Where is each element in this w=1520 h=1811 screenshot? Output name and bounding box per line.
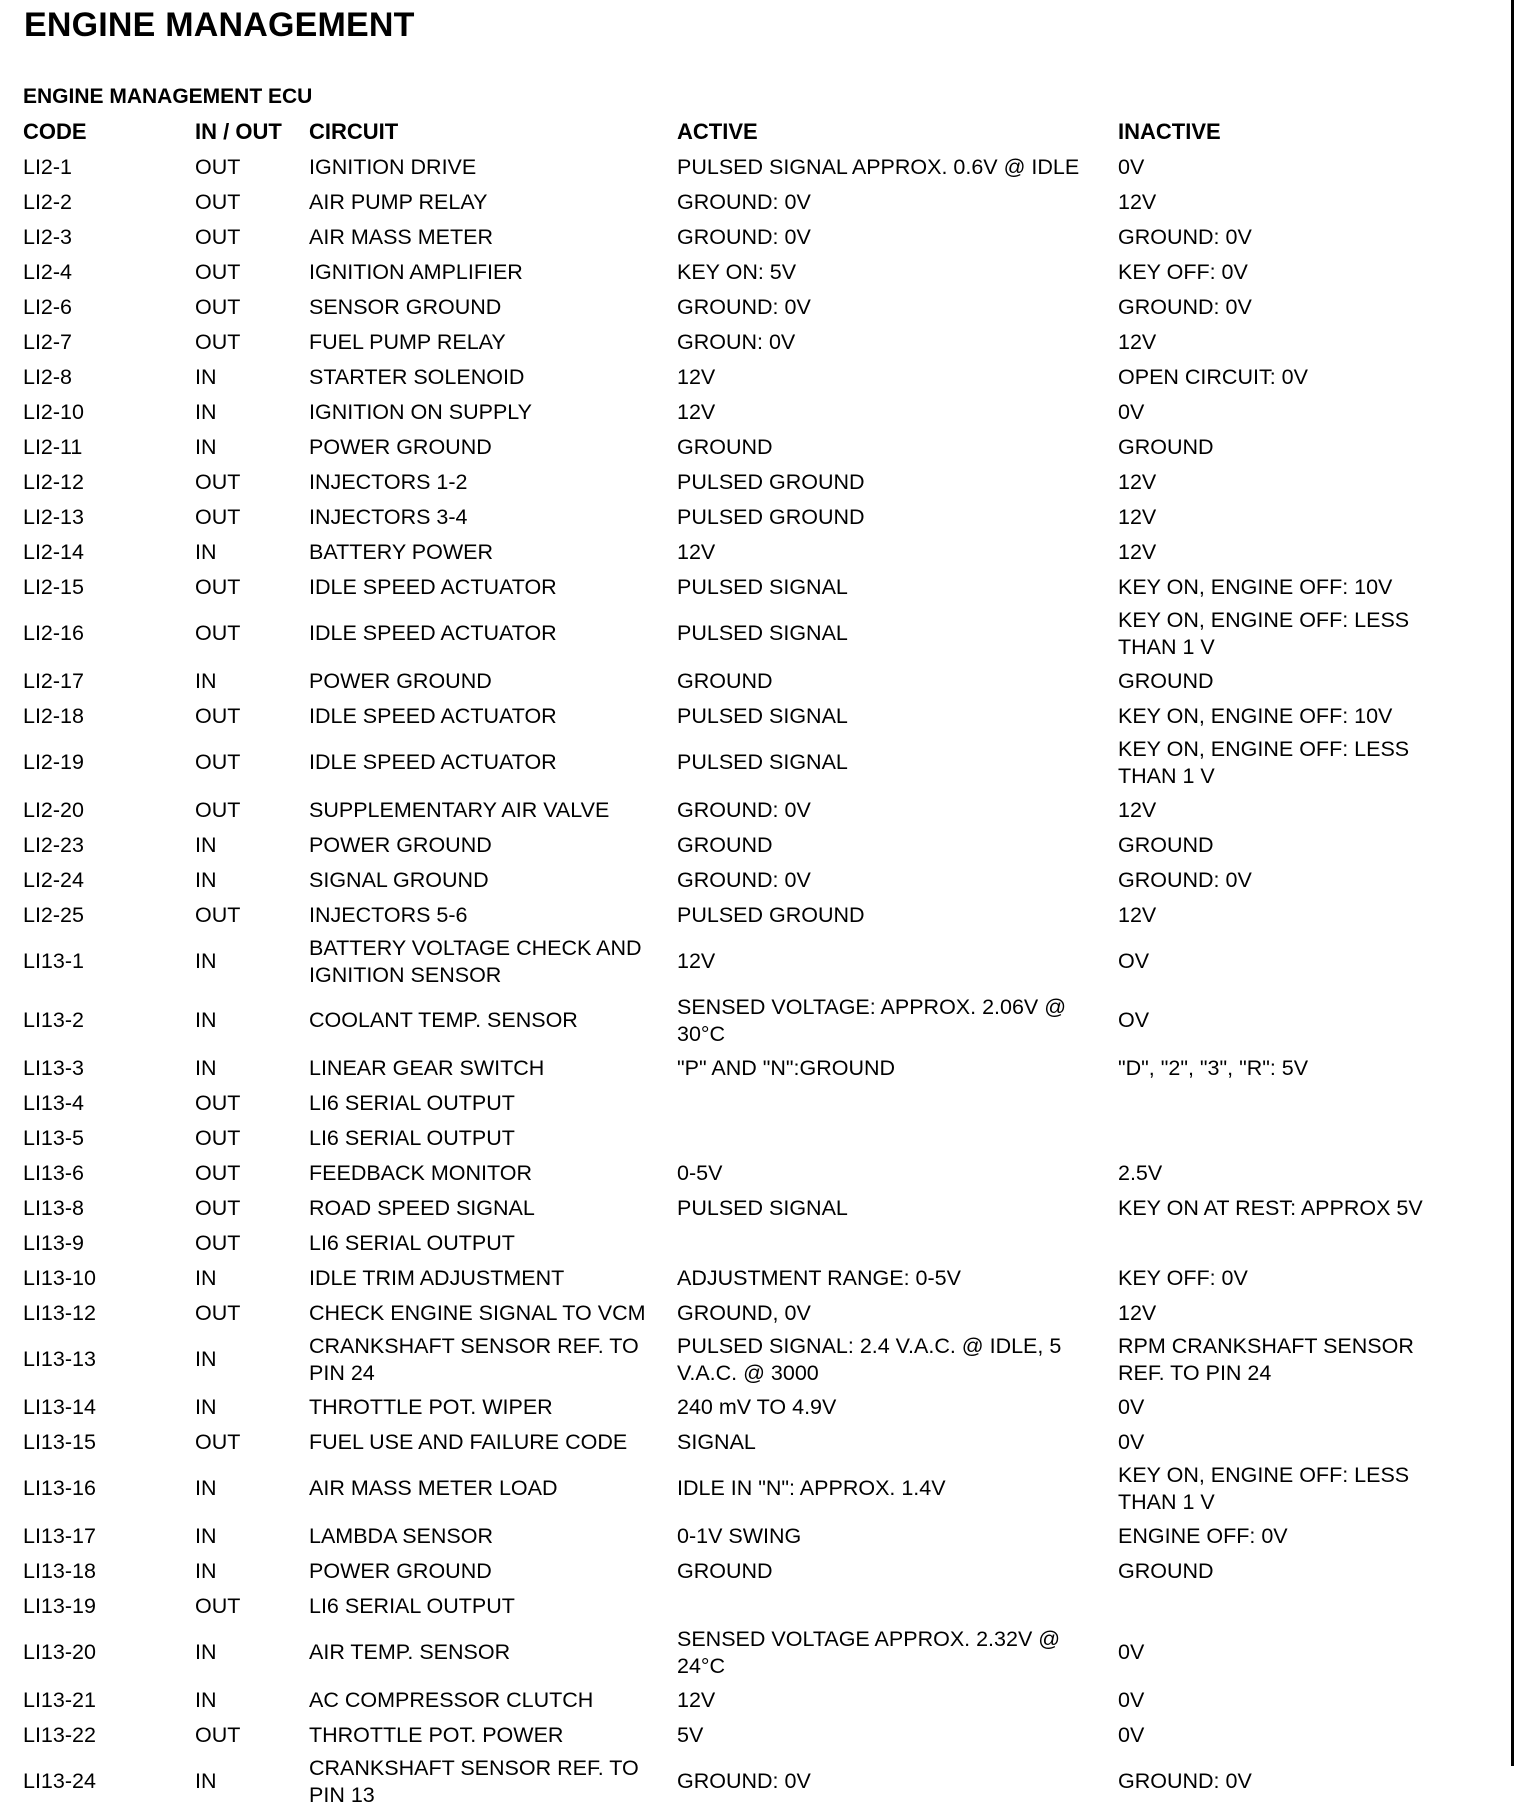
cell-code: LI2-20	[23, 797, 84, 822]
cell-code: LI13-5	[23, 1125, 84, 1150]
cell-active: 12V	[677, 364, 716, 389]
cell-active: SENSED VOLTAGE APPROX. 2.32V @ 24°C	[677, 1626, 1061, 1678]
table-row	[20, 1682, 1460, 1717]
cell-code: LI2-2	[23, 189, 73, 214]
cell-active: PULSED SIGNAL: 2.4 V.A.C. @ IDLE, 5 V.A.C. @ 3000	[677, 1333, 1062, 1385]
cell-io: IN	[195, 1476, 217, 1500]
cell-code: LI13-4	[23, 1090, 84, 1115]
cell-inactive: 12V	[1118, 902, 1157, 927]
cell-active: "P" AND "N":GROUND	[677, 1055, 896, 1080]
cell-inactive: KEY ON AT REST: APPROX 5V	[1118, 1195, 1423, 1220]
cell-circuit: LI6 SERIAL OUTPUT	[309, 1230, 515, 1255]
table-row	[20, 149, 1460, 184]
cell-inactive: "D", "2", "3", "R": 5V	[1118, 1055, 1309, 1080]
table-row	[20, 1260, 1460, 1295]
table-row	[20, 1330, 1460, 1389]
cell-active: SIGNAL	[677, 1429, 756, 1454]
cell-io: OUT	[195, 189, 241, 214]
cell-io: IN	[195, 1055, 217, 1080]
cell-circuit: POWER GROUND	[309, 668, 492, 693]
cell-code: LI2-6	[23, 294, 73, 319]
cell-active: GROUND: 0V	[677, 1769, 811, 1793]
cell-code: LI2-3	[23, 224, 73, 249]
cell-io: OUT	[195, 294, 241, 319]
cell-inactive: 12V	[1118, 189, 1157, 214]
cell-code: LI13-22	[23, 1722, 96, 1747]
cell-circuit: COOLANT TEMP. SENSOR	[309, 1008, 578, 1032]
cell-circuit: THROTTLE POT. POWER	[309, 1722, 564, 1747]
table-row	[20, 1518, 1460, 1553]
cell-inactive: 0V	[1118, 1429, 1145, 1454]
cell-active: PULSED SIGNAL	[677, 1195, 848, 1220]
cell-circuit: IGNITION DRIVE	[309, 154, 477, 179]
page-title: ENGINE MANAGEMENT	[24, 6, 415, 44]
cell-circuit: BATTERY VOLTAGE CHECK AND IGNITION SENSOR	[309, 935, 642, 987]
cell-active	[674, 1085, 1115, 1120]
cell-circuit: LI6 SERIAL OUTPUT	[309, 1090, 515, 1115]
cell-active: GROUND: 0V	[677, 867, 811, 892]
cell-active	[674, 1225, 1115, 1260]
cell-code: LI2-10	[23, 399, 84, 424]
cell-code: LI13-14	[23, 1394, 96, 1419]
cell-inactive: 0V	[1118, 1687, 1145, 1712]
cell-io: OUT	[195, 1195, 241, 1220]
cell-active: KEY ON: 5V	[677, 259, 797, 284]
cell-code: LI13-10	[23, 1265, 96, 1290]
cell-circuit: SIGNAL GROUND	[309, 867, 489, 892]
cell-io: OUT	[195, 1160, 241, 1185]
cell-circuit: SENSOR GROUND	[309, 294, 502, 319]
table-row	[20, 1553, 1460, 1588]
cell-inactive: 0V	[1118, 1640, 1145, 1664]
table-row	[20, 862, 1460, 897]
table-row	[20, 1588, 1460, 1623]
cell-inactive: KEY OFF: 0V	[1118, 259, 1248, 284]
cell-inactive: 0V	[1118, 399, 1145, 424]
table-row	[20, 1752, 1460, 1811]
cell-code: LI2-14	[23, 539, 84, 564]
cell-circuit: LAMBDA SENSOR	[309, 1523, 493, 1548]
cell-active: PULSED SIGNAL APPROX. 0.6V @ IDLE	[677, 154, 1080, 179]
cell-code: LI13-3	[23, 1055, 84, 1080]
cell-io: IN	[195, 434, 217, 459]
table-row	[20, 1717, 1460, 1752]
cell-active: 240 mV TO 4.9V	[677, 1394, 837, 1419]
cell-io: IN	[195, 668, 217, 693]
cell-code: LI13-13	[23, 1347, 96, 1371]
ecu-pin-table	[20, 114, 1460, 1811]
right-border-rule	[1511, 0, 1514, 1766]
table-row	[20, 569, 1460, 604]
cell-io: OUT	[195, 902, 241, 927]
cell-io: IN	[195, 1394, 217, 1419]
cell-inactive: 2.5V	[1118, 1160, 1163, 1185]
cell-code: LI2-13	[23, 504, 84, 529]
cell-inactive: KEY ON, ENGINE OFF: LESS THAN 1 V	[1118, 607, 1410, 659]
table-row	[20, 429, 1460, 464]
cell-circuit: IGNITION AMPLIFIER	[309, 259, 523, 284]
cell-io: OUT	[195, 469, 241, 494]
cell-code: LI2-25	[23, 902, 84, 927]
cell-inactive	[1115, 1225, 1460, 1260]
table-header-row	[20, 114, 1460, 149]
cell-io: OUT	[195, 1429, 241, 1454]
cell-inactive: KEY OFF: 0V	[1118, 1265, 1248, 1290]
table-row	[20, 792, 1460, 827]
cell-code: LI13-6	[23, 1160, 84, 1185]
cell-circuit: INJECTORS 3-4	[309, 504, 468, 529]
cell-inactive	[1115, 1120, 1460, 1155]
cell-code: LI2-7	[23, 329, 73, 354]
cell-circuit: IDLE SPEED ACTUATOR	[309, 750, 557, 774]
cell-io: IN	[195, 1769, 217, 1793]
cell-circuit: IGNITION ON SUPPLY	[309, 399, 532, 424]
header-in-out: IN / OUT	[195, 118, 282, 144]
cell-inactive: 0V	[1118, 154, 1145, 179]
cell-inactive	[1115, 1085, 1460, 1120]
cell-inactive: GROUND	[1118, 832, 1214, 857]
cell-inactive: 12V	[1118, 504, 1157, 529]
cell-circuit: POWER GROUND	[309, 434, 492, 459]
cell-circuit: CHECK ENGINE SIGNAL TO VCM	[309, 1300, 646, 1325]
cell-circuit: IDLE SPEED ACTUATOR	[309, 574, 557, 599]
cell-code: LI13-21	[23, 1687, 96, 1712]
cell-active	[674, 1120, 1115, 1155]
cell-inactive: OPEN CIRCUIT: 0V	[1118, 364, 1308, 389]
cell-io: IN	[195, 867, 217, 892]
cell-active: 12V	[677, 399, 716, 424]
cell-io: IN	[195, 1687, 217, 1712]
cell-circuit: IDLE SPEED ACTUATOR	[309, 621, 557, 645]
cell-inactive: 12V	[1118, 797, 1157, 822]
cell-code: LI13-17	[23, 1523, 96, 1548]
table-row	[20, 219, 1460, 254]
table-row	[20, 698, 1460, 733]
cell-active: 12V	[677, 1687, 716, 1712]
table-row	[20, 324, 1460, 359]
table-row	[20, 827, 1460, 862]
cell-circuit: AIR PUMP RELAY	[309, 189, 488, 214]
cell-io: OUT	[195, 154, 241, 179]
cell-io: OUT	[195, 1722, 241, 1747]
table-row	[20, 254, 1460, 289]
cell-inactive: 12V	[1118, 329, 1157, 354]
cell-circuit: FUEL PUMP RELAY	[309, 329, 506, 354]
cell-code: LI13-16	[23, 1476, 96, 1500]
cell-circuit: FEEDBACK MONITOR	[309, 1160, 532, 1185]
cell-io: IN	[195, 949, 217, 973]
cell-code: LI2-15	[23, 574, 84, 599]
table-row	[20, 1424, 1460, 1459]
cell-inactive: 0V	[1118, 1394, 1145, 1419]
cell-code: LI2-19	[23, 750, 84, 774]
cell-code: LI2-24	[23, 867, 84, 892]
cell-io: OUT	[195, 750, 241, 774]
cell-code: LI2-1	[23, 154, 73, 179]
cell-inactive: KEY ON, ENGINE OFF: LESS THAN 1 V	[1118, 736, 1410, 788]
cell-active: 0-5V	[677, 1160, 723, 1185]
cell-active: 12V	[677, 949, 716, 973]
cell-circuit: AIR MASS METER LOAD	[309, 1476, 558, 1500]
cell-io: IN	[195, 399, 217, 424]
cell-inactive: RPM CRANKSHAFT SENSOR REF. TO PIN 24	[1118, 1333, 1414, 1385]
cell-inactive: GROUND	[1118, 668, 1214, 693]
cell-code: LI2-4	[23, 259, 73, 284]
cell-code: LI2-8	[23, 364, 73, 389]
cell-inactive: ENGINE OFF: 0V	[1118, 1523, 1288, 1548]
cell-inactive: GROUND	[1118, 434, 1214, 459]
table-row	[20, 897, 1460, 932]
cell-inactive: GROUND: 0V	[1118, 1769, 1252, 1793]
header-code: CODE	[23, 118, 87, 144]
cell-io: OUT	[195, 224, 241, 249]
cell-io: OUT	[195, 1300, 241, 1325]
cell-code: LI13-18	[23, 1558, 96, 1583]
cell-active: 5V	[677, 1722, 704, 1747]
cell-io: OUT	[195, 1593, 241, 1618]
header-active: ACTIVE	[677, 118, 758, 144]
cell-circuit: IDLE SPEED ACTUATOR	[309, 703, 557, 728]
cell-active: PULSED GROUND	[677, 902, 865, 927]
cell-code: LI2-23	[23, 832, 84, 857]
cell-io: OUT	[195, 1125, 241, 1150]
cell-active: GROUN: 0V	[677, 329, 796, 354]
cell-circuit: CRANKSHAFT SENSOR REF. TO PIN 24	[309, 1333, 639, 1385]
cell-code: LI13-24	[23, 1769, 96, 1793]
table-row	[20, 289, 1460, 324]
cell-inactive: GROUND: 0V	[1118, 224, 1252, 249]
table-row	[20, 932, 1460, 991]
cell-code: LI2-12	[23, 469, 84, 494]
table-row	[20, 1155, 1460, 1190]
cell-io: OUT	[195, 259, 241, 284]
cell-active: GROUND: 0V	[677, 224, 811, 249]
cell-active: GROUND	[677, 434, 773, 459]
cell-circuit: LI6 SERIAL OUTPUT	[309, 1593, 515, 1618]
cell-code: LI13-19	[23, 1593, 96, 1618]
cell-inactive: GROUND: 0V	[1118, 867, 1252, 892]
table-row	[20, 1120, 1460, 1155]
cell-inactive	[1115, 1588, 1460, 1623]
cell-io: IN	[195, 1265, 217, 1290]
cell-active: GROUND: 0V	[677, 797, 811, 822]
cell-circuit: FUEL USE AND FAILURE CODE	[309, 1429, 628, 1454]
cell-active: PULSED SIGNAL	[677, 750, 848, 774]
cell-inactive: GROUND	[1118, 1558, 1214, 1583]
cell-io: OUT	[195, 703, 241, 728]
cell-code: LI13-20	[23, 1640, 96, 1664]
cell-inactive: OV	[1118, 949, 1150, 973]
table-row	[20, 1389, 1460, 1424]
table-row	[20, 991, 1460, 1050]
table-row	[20, 1295, 1460, 1330]
cell-io: OUT	[195, 329, 241, 354]
cell-inactive: 12V	[1118, 1300, 1157, 1325]
cell-io: IN	[195, 1008, 217, 1032]
cell-inactive: 12V	[1118, 469, 1157, 494]
cell-inactive: KEY ON, ENGINE OFF: 10V	[1118, 574, 1393, 599]
cell-code: LI13-1	[23, 949, 84, 973]
cell-io: IN	[195, 1558, 217, 1583]
cell-io: IN	[195, 832, 217, 857]
cell-circuit: STARTER SOLENOID	[309, 364, 525, 389]
table-row	[20, 1050, 1460, 1085]
table-row	[20, 1459, 1460, 1518]
cell-circuit: INJECTORS 1-2	[309, 469, 468, 494]
table-row	[20, 1190, 1460, 1225]
table-row	[20, 394, 1460, 429]
cell-io: OUT	[195, 1230, 241, 1255]
header-inactive: INACTIVE	[1118, 118, 1221, 144]
cell-io: OUT	[195, 1090, 241, 1115]
cell-active: GROUND	[677, 832, 773, 857]
cell-inactive: 0V	[1118, 1722, 1145, 1747]
cell-circuit: AIR MASS METER	[309, 224, 493, 249]
cell-circuit: BATTERY POWER	[309, 539, 493, 564]
section-title: ENGINE MANAGEMENT ECU	[23, 85, 313, 108]
cell-io: IN	[195, 1640, 217, 1664]
cell-code: LI2-16	[23, 621, 84, 645]
cell-code: LI13-15	[23, 1429, 96, 1454]
cell-io: OUT	[195, 574, 241, 599]
cell-inactive: KEY ON, ENGINE OFF: 10V	[1118, 703, 1393, 728]
table-row	[20, 663, 1460, 698]
cell-active: 0-1V SWING	[677, 1523, 802, 1548]
cell-inactive: 12V	[1118, 539, 1157, 564]
cell-active: PULSED GROUND	[677, 504, 865, 529]
cell-code: LI2-18	[23, 703, 84, 728]
cell-active: 12V	[677, 539, 716, 564]
cell-io: IN	[195, 364, 217, 389]
cell-io: IN	[195, 1347, 217, 1371]
cell-active: PULSED SIGNAL	[677, 703, 848, 728]
cell-code: LI13-2	[23, 1008, 84, 1032]
table-row	[20, 499, 1460, 534]
cell-inactive: KEY ON, ENGINE OFF: LESS THAN 1 V	[1118, 1462, 1410, 1514]
cell-active: GROUND	[677, 668, 773, 693]
cell-circuit: LI6 SERIAL OUTPUT	[309, 1125, 515, 1150]
cell-circuit: LINEAR GEAR SWITCH	[309, 1055, 545, 1080]
cell-code: LI13-9	[23, 1230, 84, 1255]
cell-active: GROUND: 0V	[677, 189, 811, 214]
cell-active: SENSED VOLTAGE: APPROX. 2.06V @ 30°C	[677, 994, 1067, 1046]
cell-code: LI2-17	[23, 668, 84, 693]
table-row	[20, 184, 1460, 219]
table-row	[20, 359, 1460, 394]
table-row	[20, 464, 1460, 499]
cell-circuit: AC COMPRESSOR CLUTCH	[309, 1687, 594, 1712]
cell-io: OUT	[195, 621, 241, 645]
cell-inactive: GROUND: 0V	[1118, 294, 1252, 319]
cell-circuit: IDLE TRIM ADJUSTMENT	[309, 1265, 565, 1290]
table-body	[20, 149, 1460, 1811]
table-row	[20, 1623, 1460, 1682]
cell-active: ADJUSTMENT RANGE: 0-5V	[677, 1265, 961, 1290]
table-row	[20, 1225, 1460, 1260]
cell-io: IN	[195, 539, 217, 564]
cell-circuit: INJECTORS 5-6	[309, 902, 468, 927]
table-row	[20, 733, 1460, 792]
cell-code: LI13-8	[23, 1195, 84, 1220]
cell-io: OUT	[195, 504, 241, 529]
header-circuit: CIRCUIT	[309, 118, 399, 144]
table-row	[20, 604, 1460, 663]
cell-circuit: POWER GROUND	[309, 832, 492, 857]
cell-active: GROUND, 0V	[677, 1300, 811, 1325]
cell-circuit: POWER GROUND	[309, 1558, 492, 1583]
cell-active: GROUND: 0V	[677, 294, 811, 319]
cell-active	[674, 1588, 1115, 1623]
cell-circuit: AIR TEMP. SENSOR	[309, 1640, 511, 1664]
cell-active: PULSED SIGNAL	[677, 621, 848, 645]
cell-active: PULSED GROUND	[677, 469, 865, 494]
cell-io: IN	[195, 1523, 217, 1548]
table-row	[20, 534, 1460, 569]
cell-inactive: OV	[1118, 1008, 1150, 1032]
cell-circuit: CRANKSHAFT SENSOR REF. TO PIN 13	[309, 1755, 639, 1807]
cell-code: LI13-12	[23, 1300, 96, 1325]
cell-circuit: SUPPLEMENTARY AIR VALVE	[309, 797, 610, 822]
table-row	[20, 1085, 1460, 1120]
cell-code: LI2-11	[23, 434, 83, 459]
cell-io: OUT	[195, 797, 241, 822]
cell-active: GROUND	[677, 1558, 773, 1583]
cell-circuit: THROTTLE POT. WIPER	[309, 1394, 553, 1419]
cell-active: IDLE IN "N": APPROX. 1.4V	[677, 1476, 946, 1500]
cell-circuit: ROAD SPEED SIGNAL	[309, 1195, 535, 1220]
cell-active: PULSED SIGNAL	[677, 574, 848, 599]
